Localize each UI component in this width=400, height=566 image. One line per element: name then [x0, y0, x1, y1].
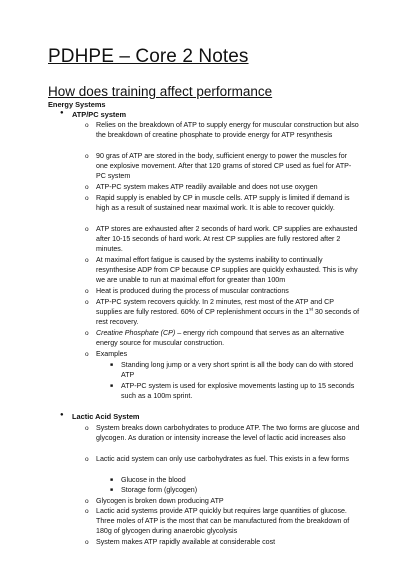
bullet-circle-icon: o [85, 257, 89, 264]
list-item: o At maximal effort fatigue is caused by the systems inability to continually resynthesise ADP from CP because CP supplies are quickly exhausted. This is why we are unable to run at maximal effort for greater than 100m [85, 256, 358, 284]
list-item: o Heat is produced during the process of muscular contractions [85, 287, 289, 295]
list-item: o Lactic acid system can only use carbohydrates as fuel. This exists in a few forms [85, 455, 349, 463]
bullet-square-icon: ■ [110, 477, 114, 483]
section-heading: Energy Systems [48, 100, 106, 109]
list-item: o System breaks down carbohydrates to produce ATP. The two forms are glucose and glycogen. As duration or intensity increase the level of lactic acid increases also [85, 424, 360, 442]
bullet-circle-icon: o [85, 153, 89, 160]
list-item: o Glycogen is broken down producing ATP [85, 497, 224, 505]
bullet-disc-icon: ● [60, 110, 64, 116]
bullet-circle-icon: o [85, 425, 89, 432]
bullet-circle-icon: o [85, 299, 89, 306]
lactic-heading: Lactic Acid System [72, 412, 140, 421]
bullet-square-icon: ■ [110, 487, 114, 493]
bullet-circle-icon: o [85, 351, 89, 358]
bullet-circle-icon: o [85, 456, 89, 463]
list-item: o Lactic acid systems provide ATP quickly but requires large quantities of glucose. Three moles of ATP is the most that can be manufactured from the breakdown of 180g of glycogen during anaerobic glycolysis [85, 507, 350, 535]
sub-list-item: ■ Storage form (glycogen) [110, 486, 198, 494]
list-item: o ATP-PC system recovers quickly. In 2 minutes, rest most of the ATP and CP supplies are fully restored. 60% of CP replenishment occurs in the 1st 30 seconds of rest recovery. [85, 298, 360, 326]
sub-list-item: ■ Glucose in the blood [110, 476, 186, 484]
sub-list-item: ■ Standing long jump or a very short sprint is all the body can do with stored ATP [110, 361, 354, 379]
list-item: o ATP-PC system makes ATP readily available and does not use oxygen [85, 183, 318, 191]
list-item: o Relies on the breakdown of ATP to supply energy for muscular construction but also the breakdown of creatine phosphate to provide energy for ATP resynthesis [85, 121, 359, 139]
list-item: o System makes ATP rapidly available at considerable cost [85, 538, 276, 546]
bullet-circle-icon: o [85, 122, 89, 129]
cp-term: Creatine Phosphate (CP) [96, 329, 176, 337]
bullet-disc-icon: ● [60, 412, 64, 418]
page-subtitle: How does training affect performance [48, 84, 273, 99]
bullet-circle-icon: o [85, 330, 89, 337]
atp-pc-heading: ATP/PC system [72, 110, 127, 119]
bullet-square-icon: ■ [110, 383, 114, 389]
sub-list-item: ■ ATP-PC system is used for explosive movements lasting up to 15 seconds such as a 100m sprint. [110, 382, 355, 400]
list-item: o ATP stores are exhausted after 2 seconds of hard work. CP supplies are exhausted after 10-15 seconds of hard work. At rest CP supplies are fully restored after 2 minutes. [85, 225, 358, 253]
list-item: o Creatine Phosphate (CP) – energy rich compound that serves as an alternative energy source for muscular construction. [85, 329, 345, 347]
list-item: o Examples [85, 350, 128, 358]
bullet-circle-icon: o [85, 539, 89, 546]
page-title: PDHPE – Core 2 Notes [48, 46, 249, 67]
bullet-circle-icon: o [85, 195, 89, 202]
list-item: o Rapid supply is enabled by CP in muscle cells. ATP supply is limited if demand is high as a result of sustained near maximal work. It is able to recover quickly. [85, 194, 350, 212]
bullet-square-icon: ■ [110, 362, 114, 368]
bullet-circle-icon: o [85, 288, 89, 295]
bullet-circle-icon: o [85, 226, 89, 233]
bullet-circle-icon: o [85, 184, 89, 191]
list-item: o 90 gras of ATP are stored in the body, sufficient energy to power the muscles for one explosive movement. After that 120 grams of stored CP used as fuel for ATP-PC system [85, 152, 352, 180]
bullet-circle-icon: o [85, 508, 89, 515]
bullet-circle-icon: o [85, 498, 89, 505]
